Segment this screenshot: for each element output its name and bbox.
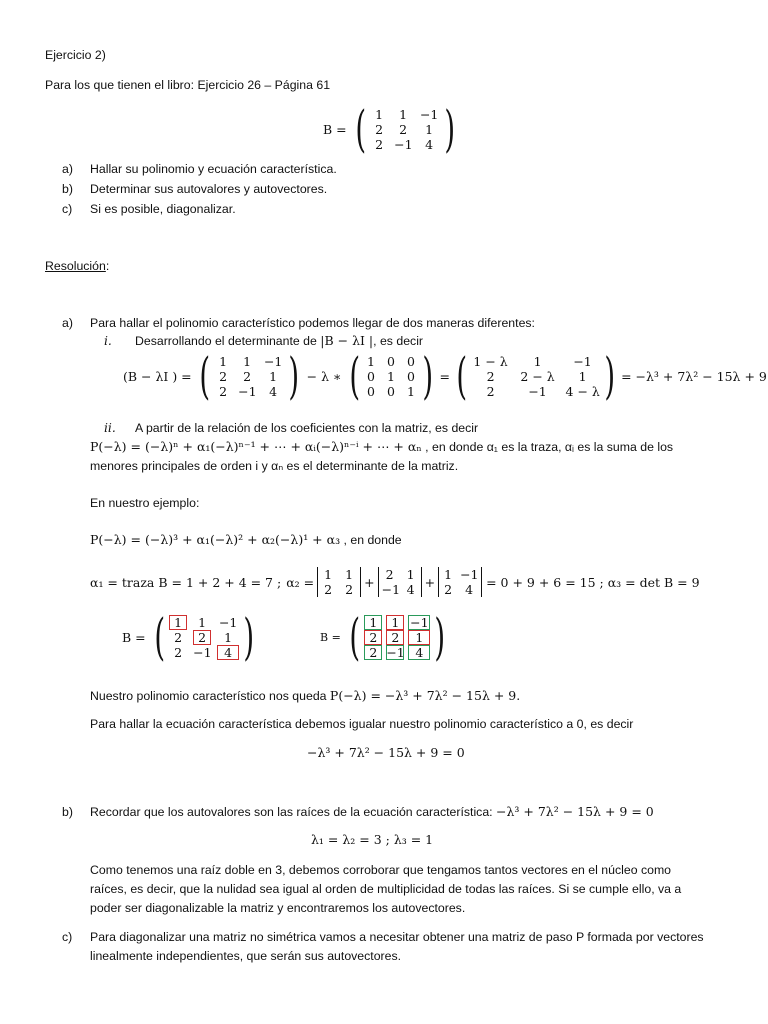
part-c-line: c) Para diagonalizar una matriz no simétrica vamos a necesitar obtener una matriz de paso P formada por vectores xyxy=(62,930,704,944)
exercise-title: Ejercicio 2) xyxy=(45,48,106,62)
diagonal-box: 1 xyxy=(169,615,187,630)
resolucion-heading: Resolución: xyxy=(45,259,110,273)
question-c: c) Si es posible, diagonalizar. xyxy=(62,202,236,216)
matrix-b-definition: B = ( 1 1 −1 2 2 1 2 −1 4 ) xyxy=(323,100,456,158)
characteristic-equation: −λ³ + 7λ² − 15λ + 9 = 0 xyxy=(307,745,465,760)
characteristic-determinant-equation: (B − λI ) = ( 1 1 −1 2 2 1 2 −1 4 ) − λ ∗ ( 1 0 0 0 1 0 0 0 1 ) = ( 1 − λ 1 −1 2 2 − λ 1 2 −1 4 − λ ) = −λ³ + 7λ² − 15λ + 9 xyxy=(123,347,767,405)
diagonal-box: 4 xyxy=(217,645,239,660)
example-polynomial: P(−λ) = (−λ)³ + α₁(−λ)² + α₂(−λ)¹ + α₃ , en donde xyxy=(90,532,402,547)
minor-box: 4 xyxy=(408,645,430,660)
equation-intro: Para hallar la ecuación característica debemos igualar nuestro polinomio característico a 0, es decir xyxy=(90,717,634,731)
minor-box: 1 xyxy=(408,630,430,645)
diagonal-box: 2 xyxy=(193,630,211,645)
part-b-line: b) Recordar que los autovalores son las raíces de la ecuación característica: −λ³ + 7λ² − 15λ + 9 = 0 xyxy=(62,804,654,819)
matrix-b-label: B = xyxy=(323,121,347,137)
minor-box: 1 xyxy=(364,615,382,630)
question-a: a) Hallar su polinomio y ecuación característica. xyxy=(62,162,337,176)
alpha-coefficients: α₁ = traza B = 1 + 2 + 4 = 7 ; α₂ = 1 1 2 2 + 2 1 −1 4 + 1 −1 2 4 = 0 + 9 + 6 = 15 ; α₃ = det B = 9 xyxy=(90,567,700,597)
method-i-line: i. Desarrollando el determinante de |B − λI |, es decir xyxy=(104,333,424,348)
part-b-paragraph-3: poder ser diagonalizable la matriz y encontraremos los autovectores. xyxy=(90,901,466,915)
general-polynomial-line-2: menores principales de orden i y αₙ es el determinante de la matriz. xyxy=(90,459,459,473)
question-b: b) Determinar sus autovalores y autovectores. xyxy=(62,182,328,196)
minor-box: 2 xyxy=(364,645,382,660)
matrix-b-grid: 1 1 −1 2 2 1 2 −1 4 xyxy=(375,106,439,152)
minor-box: −1 xyxy=(386,644,405,660)
minor-box: 1 xyxy=(386,615,404,630)
part-b-paragraph-2: raíces, es decir, que la nulidad sea igual al orden de multiplicidad de todas las raíces. Si se cumple ello, va a xyxy=(90,882,682,896)
part-c-line-2: linealmente independientes, que serán sus autovectores. xyxy=(90,949,402,963)
matrix-b-diagonal-highlight: B = ( 1 1 −1 2 2 1 2 −1 4 ) xyxy=(122,608,255,666)
minor-box: 2 xyxy=(386,630,404,645)
eigenvalues: λ₁ = λ₂ = 3 ; λ₃ = 1 xyxy=(311,832,434,847)
matrix-b-minors-highlight: B = ( 1 1 −1 2 2 1 2 −1 4 ) xyxy=(320,608,446,666)
book-reference: Para los que tienen el libro: Ejercicio 26 – Página 61 xyxy=(45,78,331,92)
general-polynomial-line: P(−λ) = (−λ)ⁿ + α₁(−λ)ⁿ⁻¹ + ⋯ + αᵢ(−λ)ⁿ⁻ⁱ + ⋯ + αₙ , en donde α₁ es la traza, αᵢ es la suma de los xyxy=(90,439,674,454)
part-b-paragraph-1: Como tenemos una raíz doble en 3, debemos corroborar que tengamos tantos vectores en el núcleo como xyxy=(90,863,672,877)
polynomial-result: Nuestro polinomio característico nos queda P(−λ) = −λ³ + 7λ² − 15λ + 9. xyxy=(90,688,521,703)
minor-box: −1 xyxy=(410,614,429,630)
minor-box: 2 xyxy=(364,630,382,645)
method-ii-line: ii. A partir de la relación de los coeficientes con la matriz, es decir xyxy=(104,421,479,435)
example-heading: En nuestro ejemplo: xyxy=(90,496,200,510)
part-a-intro: a) Para hallar el polinomio característico podemos llegar de dos maneras diferentes: xyxy=(62,316,535,330)
